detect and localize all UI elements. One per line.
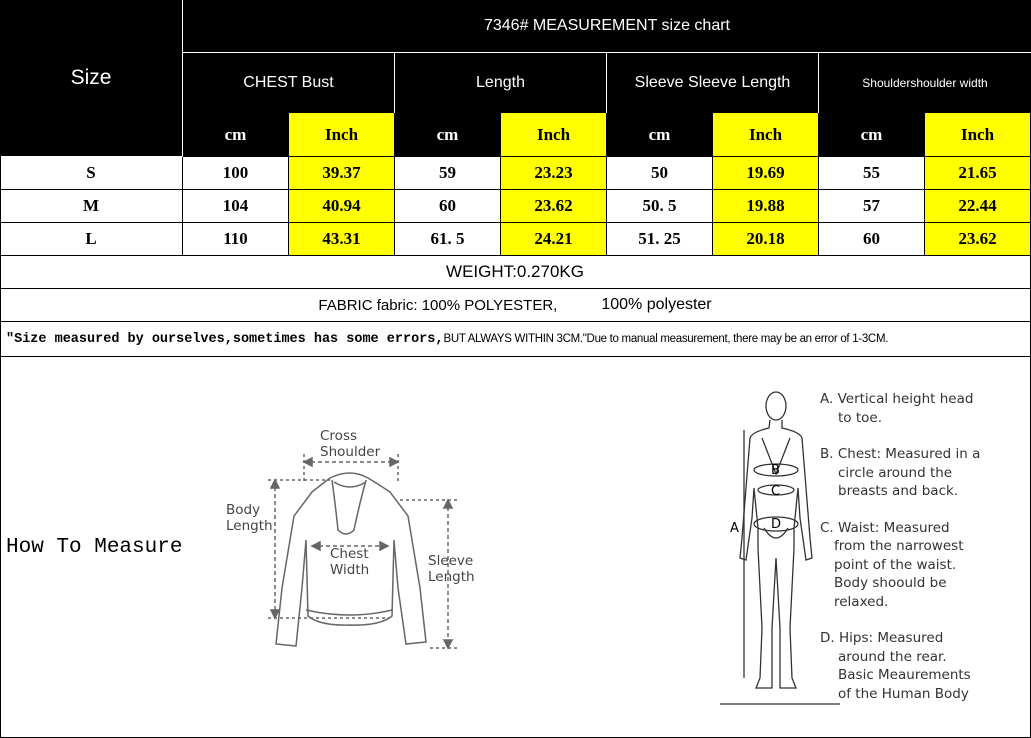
group-chest: [183, 53, 395, 113]
unit-cm: [183, 113, 289, 157]
legend-d-2: around the rear.: [838, 648, 947, 665]
legend-d-1: D. Hips: Measured: [820, 630, 944, 646]
legend-b-3: breasts and back.: [838, 483, 959, 499]
unit-cm-text: cm: [860, 124, 883, 144]
row-size: M: [0, 190, 183, 223]
size-header-text: Size: [70, 66, 112, 89]
legend-c-3: point of the waist.: [834, 556, 957, 573]
body-length-label-2: Length: [226, 518, 273, 534]
unit-cm: [395, 113, 501, 157]
cm-value: 55: [819, 157, 925, 190]
figure-label-b: B: [771, 463, 780, 478]
garment-diagram: [220, 420, 520, 660]
legend-c-2: from the narrowest: [834, 538, 964, 554]
unit-inch-text: Inch: [960, 124, 995, 144]
size-header: [0, 0, 183, 157]
inch-value: 23.62: [501, 190, 607, 223]
legend-d-4: of the Human Body: [838, 685, 969, 702]
fabric-row: [0, 289, 1031, 322]
sleeve-length-label-2: Length: [428, 569, 475, 585]
cm-value: 51. 25: [607, 223, 713, 256]
chart-title-text: 7346# MEASUREMENT size chart: [483, 17, 730, 34]
cross-shoulder-label-1: Cross: [320, 428, 358, 444]
cm-value: 104: [183, 190, 289, 223]
how-to-measure-label: How To Measure: [6, 536, 183, 559]
unit-inch: [713, 113, 819, 157]
group-shoulder: [819, 53, 1031, 113]
cross-shoulder-label-2: Shoulder: [320, 444, 381, 460]
group-sleeve-text: Sleeve Sleeve Length: [634, 74, 791, 91]
inch-value: 19.88: [713, 190, 819, 223]
weight-text: WEIGHT:0.270KG: [446, 262, 584, 281]
chest-width-label-1: Chest: [330, 546, 369, 562]
figure-label-d: D: [771, 517, 782, 532]
row-size: L: [0, 223, 183, 256]
fabric-text-a: FABRIC fabric: 100% POLYESTER,: [318, 296, 558, 314]
unit-inch-text: Inch: [748, 124, 783, 144]
row-size: S: [0, 157, 183, 190]
group-chest-text: CHEST Bust: [243, 74, 334, 91]
legend-c-5: relaxed.: [834, 593, 889, 610]
note-text-b: BUT ALWAYS WITHIN 3CM."Due to manual measurement, there may be an error of 1-3CM.: [443, 333, 889, 345]
cm-value: 60: [395, 190, 501, 223]
weight-row: [0, 256, 1031, 289]
group-shoulder-text: Shouldershoulder width: [862, 76, 988, 90]
inch-value: 39.37: [289, 157, 395, 190]
unit-cm-text: cm: [436, 124, 459, 144]
note-row: [0, 322, 1031, 357]
body-length-label-1: Body: [226, 502, 261, 518]
group-length: [395, 53, 607, 113]
chest-width-label-2: Width: [330, 562, 370, 578]
inch-value: 19.69: [713, 157, 819, 190]
legend-b-1: B. Chest: Measured in a: [820, 446, 981, 462]
group-sleeve: [607, 53, 819, 113]
unit-inch: [501, 113, 607, 157]
figure-label-c: C: [771, 484, 781, 499]
unit-inch: [289, 113, 395, 157]
unit-inch-text: Inch: [324, 124, 359, 144]
unit-cm-text: cm: [648, 124, 671, 144]
inch-value: 23.62: [925, 223, 1031, 256]
unit-inch: [925, 113, 1031, 157]
inch-value: 43.31: [289, 223, 395, 256]
legend-b-2: circle around the: [838, 464, 953, 481]
unit-cm: [819, 113, 925, 157]
inch-value: 24.21: [501, 223, 607, 256]
cm-value: 57: [819, 190, 925, 223]
inch-value: 22.44: [925, 190, 1031, 223]
cm-value: 61. 5: [395, 223, 501, 256]
sleeve-length-label-1: Sleeve: [428, 553, 474, 569]
figure-label-a: A: [730, 521, 739, 536]
cm-value: 59: [395, 157, 501, 190]
unit-inch-text: Inch: [536, 124, 571, 144]
legend-a-1: A. Vertical height head: [820, 391, 974, 407]
inch-value: 20.18: [713, 223, 819, 256]
unit-cm-text: cm: [224, 124, 247, 144]
cm-value: 60: [819, 223, 925, 256]
cm-value: 110: [183, 223, 289, 256]
measurement-legend: [820, 390, 980, 703]
unit-cm: [607, 113, 713, 157]
inch-value: 21.65: [925, 157, 1031, 190]
chart-title: [183, 0, 1031, 53]
legend-c-1: C. Waist: Measured: [820, 519, 950, 536]
legend-a-2: to toe.: [838, 409, 882, 426]
inch-value: 40.94: [289, 190, 395, 223]
legend-d-3: Basic Meaurements: [838, 667, 971, 683]
group-length-text: Length: [476, 74, 525, 91]
fabric-text-b: 100% polyester: [601, 296, 712, 313]
cm-value: 100: [183, 157, 289, 190]
legend-c-4: Body shoould be: [834, 575, 947, 591]
inch-value: 23.23: [501, 157, 607, 190]
cm-value: 50: [607, 157, 713, 190]
note-text-a: "Size measured by ourselves,sometimes has some errors,: [6, 331, 444, 347]
cm-value: 50. 5: [607, 190, 713, 223]
